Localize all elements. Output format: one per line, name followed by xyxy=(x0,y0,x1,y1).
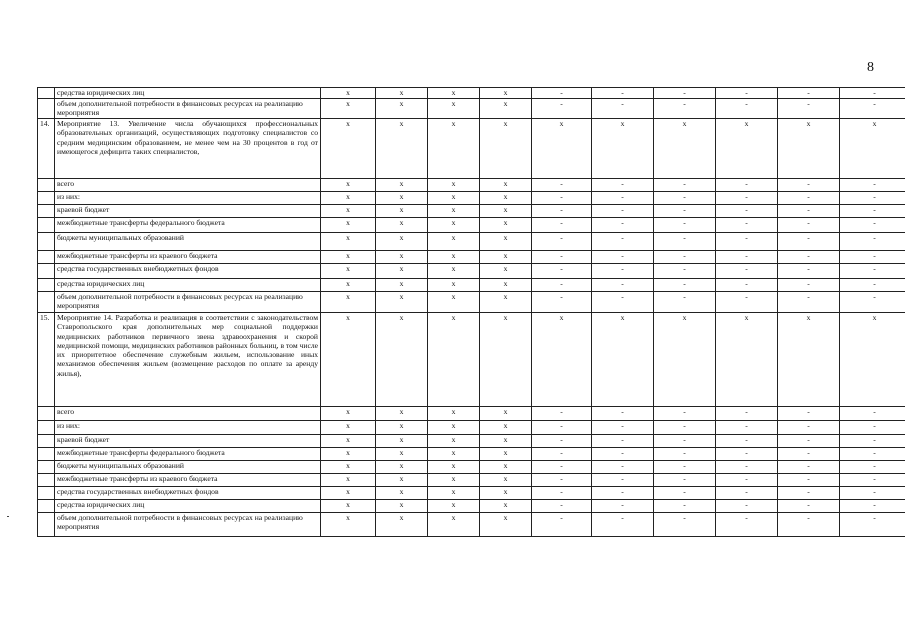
value-cell: - xyxy=(778,461,840,474)
row-label-cell: межбюджетные трансферты федерального бюджета xyxy=(55,218,321,233)
value-cell: х xyxy=(321,119,376,179)
value-cell: х xyxy=(428,500,480,513)
row-number-cell xyxy=(38,487,55,500)
value-cell: х xyxy=(480,99,532,119)
row-label-cell: краевой бюджет xyxy=(55,435,321,448)
row-number-cell xyxy=(38,251,55,264)
value-cell: - xyxy=(716,205,778,218)
value-cell: х xyxy=(716,119,778,179)
value-cell: - xyxy=(716,487,778,500)
value-cell: х xyxy=(428,474,480,487)
row-number-cell xyxy=(38,448,55,461)
value-cell: х xyxy=(321,461,376,474)
value-cell: - xyxy=(532,192,592,205)
value-cell: - xyxy=(716,88,778,99)
table-row xyxy=(38,264,905,279)
value-cell: х xyxy=(376,474,428,487)
value-cell: - xyxy=(592,251,654,264)
value-cell: - xyxy=(840,487,905,500)
value-cell: - xyxy=(840,192,905,205)
value-cell: х xyxy=(428,435,480,448)
value-cell: х xyxy=(592,313,654,407)
value-cell: х xyxy=(654,119,716,179)
value-cell: х xyxy=(321,448,376,461)
value-cell: - xyxy=(532,487,592,500)
value-cell: - xyxy=(716,421,778,435)
value-cell: - xyxy=(592,435,654,448)
value-cell: х xyxy=(376,99,428,119)
value-cell: - xyxy=(654,435,716,448)
value-cell: х xyxy=(321,218,376,233)
value-cell: х xyxy=(321,192,376,205)
table-row xyxy=(38,179,905,192)
value-cell: - xyxy=(840,88,905,99)
value-cell: - xyxy=(592,99,654,119)
value-cell: х xyxy=(376,192,428,205)
value-cell: - xyxy=(592,513,654,537)
value-cell: х xyxy=(428,205,480,218)
value-cell: х xyxy=(376,251,428,264)
row-number-cell xyxy=(38,233,55,251)
value-cell: - xyxy=(840,500,905,513)
value-cell: - xyxy=(778,88,840,99)
value-cell: - xyxy=(592,233,654,251)
table-row xyxy=(38,448,905,461)
value-cell: - xyxy=(778,448,840,461)
value-cell: х xyxy=(480,448,532,461)
value-cell: х xyxy=(532,119,592,179)
table-row xyxy=(38,313,905,407)
page-number: 8 xyxy=(867,60,874,75)
value-cell: - xyxy=(592,487,654,500)
value-cell: - xyxy=(654,474,716,487)
value-cell: - xyxy=(840,99,905,119)
value-cell: х xyxy=(321,487,376,500)
value-cell: - xyxy=(532,292,592,313)
value-cell: - xyxy=(840,205,905,218)
row-number-cell xyxy=(38,218,55,233)
value-cell: - xyxy=(654,421,716,435)
value-cell: - xyxy=(654,407,716,421)
value-cell: - xyxy=(840,407,905,421)
value-cell: - xyxy=(592,192,654,205)
value-cell: х xyxy=(840,119,905,179)
row-label-cell: средства государственных внебюджетных фондов xyxy=(55,264,321,279)
value-cell: - xyxy=(778,251,840,264)
value-cell: - xyxy=(778,421,840,435)
value-cell: - xyxy=(532,179,592,192)
table-row xyxy=(38,251,905,264)
row-number-cell xyxy=(38,205,55,218)
table-row xyxy=(38,192,905,205)
value-cell: - xyxy=(778,218,840,233)
value-cell: х xyxy=(654,313,716,407)
row-number-cell xyxy=(38,407,55,421)
scan-speck xyxy=(7,516,9,517)
value-cell: х xyxy=(428,313,480,407)
value-cell: х xyxy=(428,461,480,474)
value-cell: х xyxy=(376,205,428,218)
value-cell: х xyxy=(480,192,532,205)
value-cell: х xyxy=(480,313,532,407)
value-cell: х xyxy=(376,264,428,279)
value-cell: х xyxy=(778,313,840,407)
value-cell: - xyxy=(778,179,840,192)
value-cell: х xyxy=(376,487,428,500)
row-label-cell: всего xyxy=(55,407,321,421)
value-cell: - xyxy=(592,461,654,474)
value-cell: - xyxy=(778,279,840,292)
value-cell: х xyxy=(480,487,532,500)
value-cell: х xyxy=(480,513,532,537)
value-cell: х xyxy=(376,407,428,421)
value-cell: - xyxy=(716,179,778,192)
value-cell: - xyxy=(716,513,778,537)
value-cell: х xyxy=(376,500,428,513)
value-cell: - xyxy=(654,448,716,461)
value-cell: х xyxy=(376,119,428,179)
table-body xyxy=(38,88,905,537)
value-cell: - xyxy=(532,474,592,487)
row-number-cell xyxy=(38,264,55,279)
value-cell: х xyxy=(428,99,480,119)
table-row xyxy=(38,500,905,513)
value-cell: х xyxy=(428,448,480,461)
value-cell: х xyxy=(321,279,376,292)
value-cell: х xyxy=(480,461,532,474)
value-cell: - xyxy=(778,99,840,119)
value-cell: - xyxy=(716,99,778,119)
row-number-cell xyxy=(38,192,55,205)
value-cell: х xyxy=(840,313,905,407)
table-row xyxy=(38,421,905,435)
value-cell: - xyxy=(592,279,654,292)
value-cell: - xyxy=(716,407,778,421)
value-cell: - xyxy=(532,218,592,233)
value-cell: х xyxy=(480,264,532,279)
value-cell: х xyxy=(321,500,376,513)
value-cell: х xyxy=(428,421,480,435)
value-cell: х xyxy=(321,474,376,487)
value-cell: - xyxy=(840,179,905,192)
table-row xyxy=(38,88,905,99)
value-cell: х xyxy=(428,487,480,500)
value-cell: х xyxy=(321,88,376,99)
row-label-cell: краевой бюджет xyxy=(55,205,321,218)
row-number-cell xyxy=(38,99,55,119)
value-cell: х xyxy=(592,119,654,179)
value-cell: х xyxy=(376,435,428,448)
row-number-cell xyxy=(38,421,55,435)
row-number-cell xyxy=(38,279,55,292)
table-row xyxy=(38,119,905,179)
value-cell: х xyxy=(428,233,480,251)
row-label-cell: всего xyxy=(55,179,321,192)
value-cell: - xyxy=(840,448,905,461)
value-cell: х xyxy=(428,279,480,292)
value-cell: - xyxy=(840,435,905,448)
value-cell: - xyxy=(532,233,592,251)
value-cell: - xyxy=(592,448,654,461)
value-cell: х xyxy=(321,205,376,218)
value-cell: - xyxy=(840,421,905,435)
value-cell: х xyxy=(321,233,376,251)
value-cell: - xyxy=(654,487,716,500)
value-cell: х xyxy=(480,421,532,435)
value-cell: - xyxy=(716,192,778,205)
value-cell: х xyxy=(321,264,376,279)
row-number-cell xyxy=(38,179,55,192)
value-cell: - xyxy=(532,435,592,448)
value-cell: х xyxy=(376,292,428,313)
value-cell: - xyxy=(840,461,905,474)
value-cell: - xyxy=(654,513,716,537)
value-cell: - xyxy=(532,251,592,264)
row-label-cell: Мероприятие 14. Разработка и реализация в соответствии с законодательством Ставропольского края дополнительных мер социальной поддержки медицинских работников первичного звена здравоохранения и скорой медицинской помощи, медицинских работников районных больниц, в том числе их приоритетное обеспечение служебным жильем, использование иных механизмов обеспечения жильем (возмещение расходов по оплате за аренду жилья), xyxy=(55,313,321,407)
row-number-cell: 14. xyxy=(38,119,55,179)
value-cell: х xyxy=(428,407,480,421)
value-cell: х xyxy=(321,179,376,192)
value-cell: - xyxy=(840,513,905,537)
table-row xyxy=(38,407,905,421)
value-cell: - xyxy=(592,218,654,233)
value-cell: - xyxy=(840,251,905,264)
table-row xyxy=(38,205,905,218)
value-cell: х xyxy=(428,264,480,279)
value-cell: - xyxy=(532,461,592,474)
value-cell: х xyxy=(532,313,592,407)
value-cell: - xyxy=(592,205,654,218)
value-cell: - xyxy=(840,474,905,487)
value-cell: х xyxy=(428,251,480,264)
value-cell: - xyxy=(654,179,716,192)
row-label-cell: средства юридических лиц xyxy=(55,500,321,513)
value-cell: - xyxy=(532,279,592,292)
value-cell: х xyxy=(480,179,532,192)
row-label-cell: межбюджетные трансферты из краевого бюджета xyxy=(55,251,321,264)
value-cell: х xyxy=(480,474,532,487)
row-label-cell: средства юридических лиц xyxy=(55,88,321,99)
value-cell: - xyxy=(716,279,778,292)
value-cell: - xyxy=(532,205,592,218)
value-cell: х xyxy=(480,233,532,251)
value-cell: х xyxy=(428,179,480,192)
value-cell: х xyxy=(321,251,376,264)
value-cell: - xyxy=(592,421,654,435)
value-cell: - xyxy=(532,500,592,513)
value-cell: х xyxy=(480,218,532,233)
row-number-cell xyxy=(38,292,55,313)
value-cell: х xyxy=(321,313,376,407)
row-number-cell xyxy=(38,513,55,537)
value-cell: х xyxy=(480,292,532,313)
value-cell: х xyxy=(428,513,480,537)
value-cell: - xyxy=(592,264,654,279)
value-cell: - xyxy=(778,435,840,448)
value-cell: - xyxy=(532,513,592,537)
value-cell: - xyxy=(840,218,905,233)
value-cell: - xyxy=(654,99,716,119)
value-cell: х xyxy=(480,279,532,292)
value-cell: х xyxy=(428,292,480,313)
table-row xyxy=(38,461,905,474)
table-row xyxy=(38,99,905,119)
value-cell: - xyxy=(592,179,654,192)
value-cell: - xyxy=(654,205,716,218)
value-cell: - xyxy=(592,88,654,99)
row-label-cell: бюджеты муниципальных образований xyxy=(55,461,321,474)
value-cell: - xyxy=(654,88,716,99)
table-row xyxy=(38,487,905,500)
table-row xyxy=(38,292,905,313)
value-cell: - xyxy=(716,264,778,279)
value-cell: х xyxy=(480,251,532,264)
value-cell: х xyxy=(376,218,428,233)
value-cell: - xyxy=(716,218,778,233)
value-cell: - xyxy=(654,192,716,205)
table-row xyxy=(38,233,905,251)
value-cell: х xyxy=(428,192,480,205)
table-row xyxy=(38,474,905,487)
value-cell: - xyxy=(778,474,840,487)
value-cell: х xyxy=(480,407,532,421)
row-number-cell xyxy=(38,435,55,448)
value-cell: х xyxy=(376,313,428,407)
value-cell: - xyxy=(654,233,716,251)
value-cell: - xyxy=(532,421,592,435)
value-cell: - xyxy=(654,292,716,313)
row-number-cell xyxy=(38,474,55,487)
value-cell: х xyxy=(428,119,480,179)
value-cell: - xyxy=(592,292,654,313)
value-cell: - xyxy=(840,292,905,313)
row-number-cell xyxy=(38,461,55,474)
value-cell: х xyxy=(428,218,480,233)
value-cell: х xyxy=(376,421,428,435)
value-cell: х xyxy=(376,513,428,537)
value-cell: - xyxy=(716,500,778,513)
value-cell: х xyxy=(321,292,376,313)
value-cell: - xyxy=(654,264,716,279)
value-cell: - xyxy=(654,461,716,474)
value-cell: х xyxy=(376,179,428,192)
row-label-cell: объем дополнительной потребности в финансовых ресурсах на реализацию мероприятия xyxy=(55,513,321,537)
value-cell: х xyxy=(321,407,376,421)
value-cell: - xyxy=(592,474,654,487)
value-cell: х xyxy=(321,99,376,119)
value-cell: - xyxy=(778,513,840,537)
value-cell: - xyxy=(778,205,840,218)
value-cell: х xyxy=(480,435,532,448)
value-cell: х xyxy=(376,279,428,292)
row-label-cell: из них: xyxy=(55,421,321,435)
value-cell: - xyxy=(532,264,592,279)
value-cell: х xyxy=(321,421,376,435)
value-cell: - xyxy=(716,448,778,461)
value-cell: - xyxy=(532,88,592,99)
value-cell: - xyxy=(778,292,840,313)
row-number-cell: 15. xyxy=(38,313,55,407)
value-cell: - xyxy=(778,500,840,513)
value-cell: х xyxy=(376,448,428,461)
value-cell: х xyxy=(716,313,778,407)
value-cell: х xyxy=(480,88,532,99)
value-cell: - xyxy=(654,218,716,233)
value-cell: - xyxy=(654,500,716,513)
value-cell: - xyxy=(778,487,840,500)
measures-table xyxy=(37,87,905,537)
value-cell: - xyxy=(778,264,840,279)
value-cell: - xyxy=(716,251,778,264)
value-cell: - xyxy=(778,192,840,205)
row-label-cell: Мероприятие 13. Увеличение числа обучающихся профессиональных образовательных организаций, осуществляющих подготовку специалистов со средним медицинским образованием, не менее чем на 30 процентов в год от имеющегося дефицита таких специалистов, xyxy=(55,119,321,179)
row-label-cell: из них: xyxy=(55,192,321,205)
value-cell: - xyxy=(532,99,592,119)
value-cell: - xyxy=(840,279,905,292)
row-label-cell: средства государственных внебюджетных фондов xyxy=(55,487,321,500)
value-cell: - xyxy=(778,233,840,251)
table-row xyxy=(38,435,905,448)
value-cell: х xyxy=(480,119,532,179)
row-label-cell: объем дополнительной потребности в финансовых ресурсах на реализацию мероприятия xyxy=(55,292,321,313)
value-cell: - xyxy=(592,500,654,513)
row-label-cell: бюджеты муниципальных образований xyxy=(55,233,321,251)
value-cell: х xyxy=(376,233,428,251)
value-cell: - xyxy=(716,233,778,251)
table-row xyxy=(38,279,905,292)
value-cell: - xyxy=(716,292,778,313)
row-label-cell: объем дополнительной потребности в финансовых ресурсах на реализацию мероприятия xyxy=(55,99,321,119)
table-row xyxy=(38,218,905,233)
value-cell: - xyxy=(716,474,778,487)
value-cell: - xyxy=(716,461,778,474)
value-cell: - xyxy=(840,264,905,279)
value-cell: х xyxy=(321,513,376,537)
value-cell: х xyxy=(376,461,428,474)
value-cell: х xyxy=(480,205,532,218)
row-label-cell: средства юридических лиц xyxy=(55,279,321,292)
row-number-cell xyxy=(38,500,55,513)
value-cell: - xyxy=(716,435,778,448)
value-cell: - xyxy=(654,251,716,264)
value-cell: - xyxy=(840,233,905,251)
table-row xyxy=(38,513,905,537)
value-cell: - xyxy=(778,407,840,421)
value-cell: - xyxy=(654,279,716,292)
value-cell: х xyxy=(428,88,480,99)
row-number-cell xyxy=(38,88,55,99)
value-cell: х xyxy=(321,435,376,448)
value-cell: х xyxy=(778,119,840,179)
row-label-cell: межбюджетные трансферты из краевого бюджета xyxy=(55,474,321,487)
value-cell: х xyxy=(480,500,532,513)
value-cell: - xyxy=(532,448,592,461)
value-cell: х xyxy=(376,88,428,99)
value-cell: - xyxy=(532,407,592,421)
value-cell: - xyxy=(592,407,654,421)
row-label-cell: межбюджетные трансферты федерального бюджета xyxy=(55,448,321,461)
